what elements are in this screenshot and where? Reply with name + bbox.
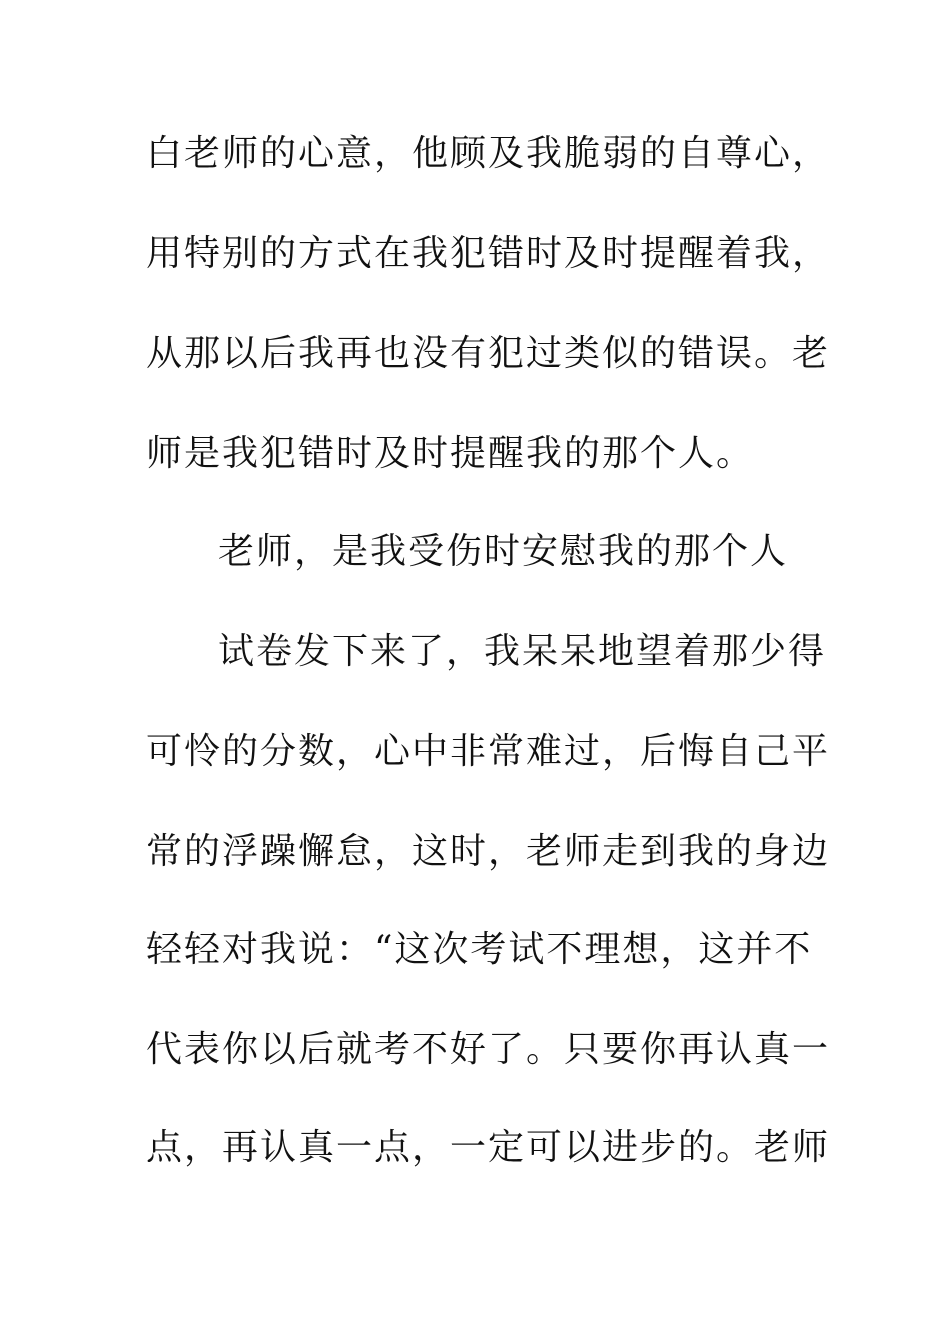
- text-line: 白老师的心意，他顾及我脆弱的自尊心，: [146, 133, 831, 174]
- text-line: 可怜的分数，心中非常难过，后悔自己平: [146, 731, 831, 772]
- text-line: 点，再认真一点，一定可以进步的。老师: [146, 1127, 831, 1168]
- text-line: 从那以后我再也没有犯过类似的错误。老: [146, 333, 831, 374]
- text-line: 代表你以后就考不好了。只要你再认真一: [146, 1029, 831, 1070]
- text-line: 轻轻对我说：“这次考试不理想，这并不: [146, 929, 813, 970]
- paragraph-first-line: 试卷发下来了，我呆呆地望着那少得: [218, 631, 827, 672]
- text-line: 常的浮躁懈怠，这时，老师走到我的身边: [146, 831, 831, 872]
- text-line: 用特别的方式在我犯错时及时提醒着我，: [146, 233, 831, 274]
- section-heading: 老师，是我受伤时安慰我的那个人: [218, 531, 789, 572]
- text-line: 师是我犯错时及时提醒我的那个人。: [146, 433, 755, 474]
